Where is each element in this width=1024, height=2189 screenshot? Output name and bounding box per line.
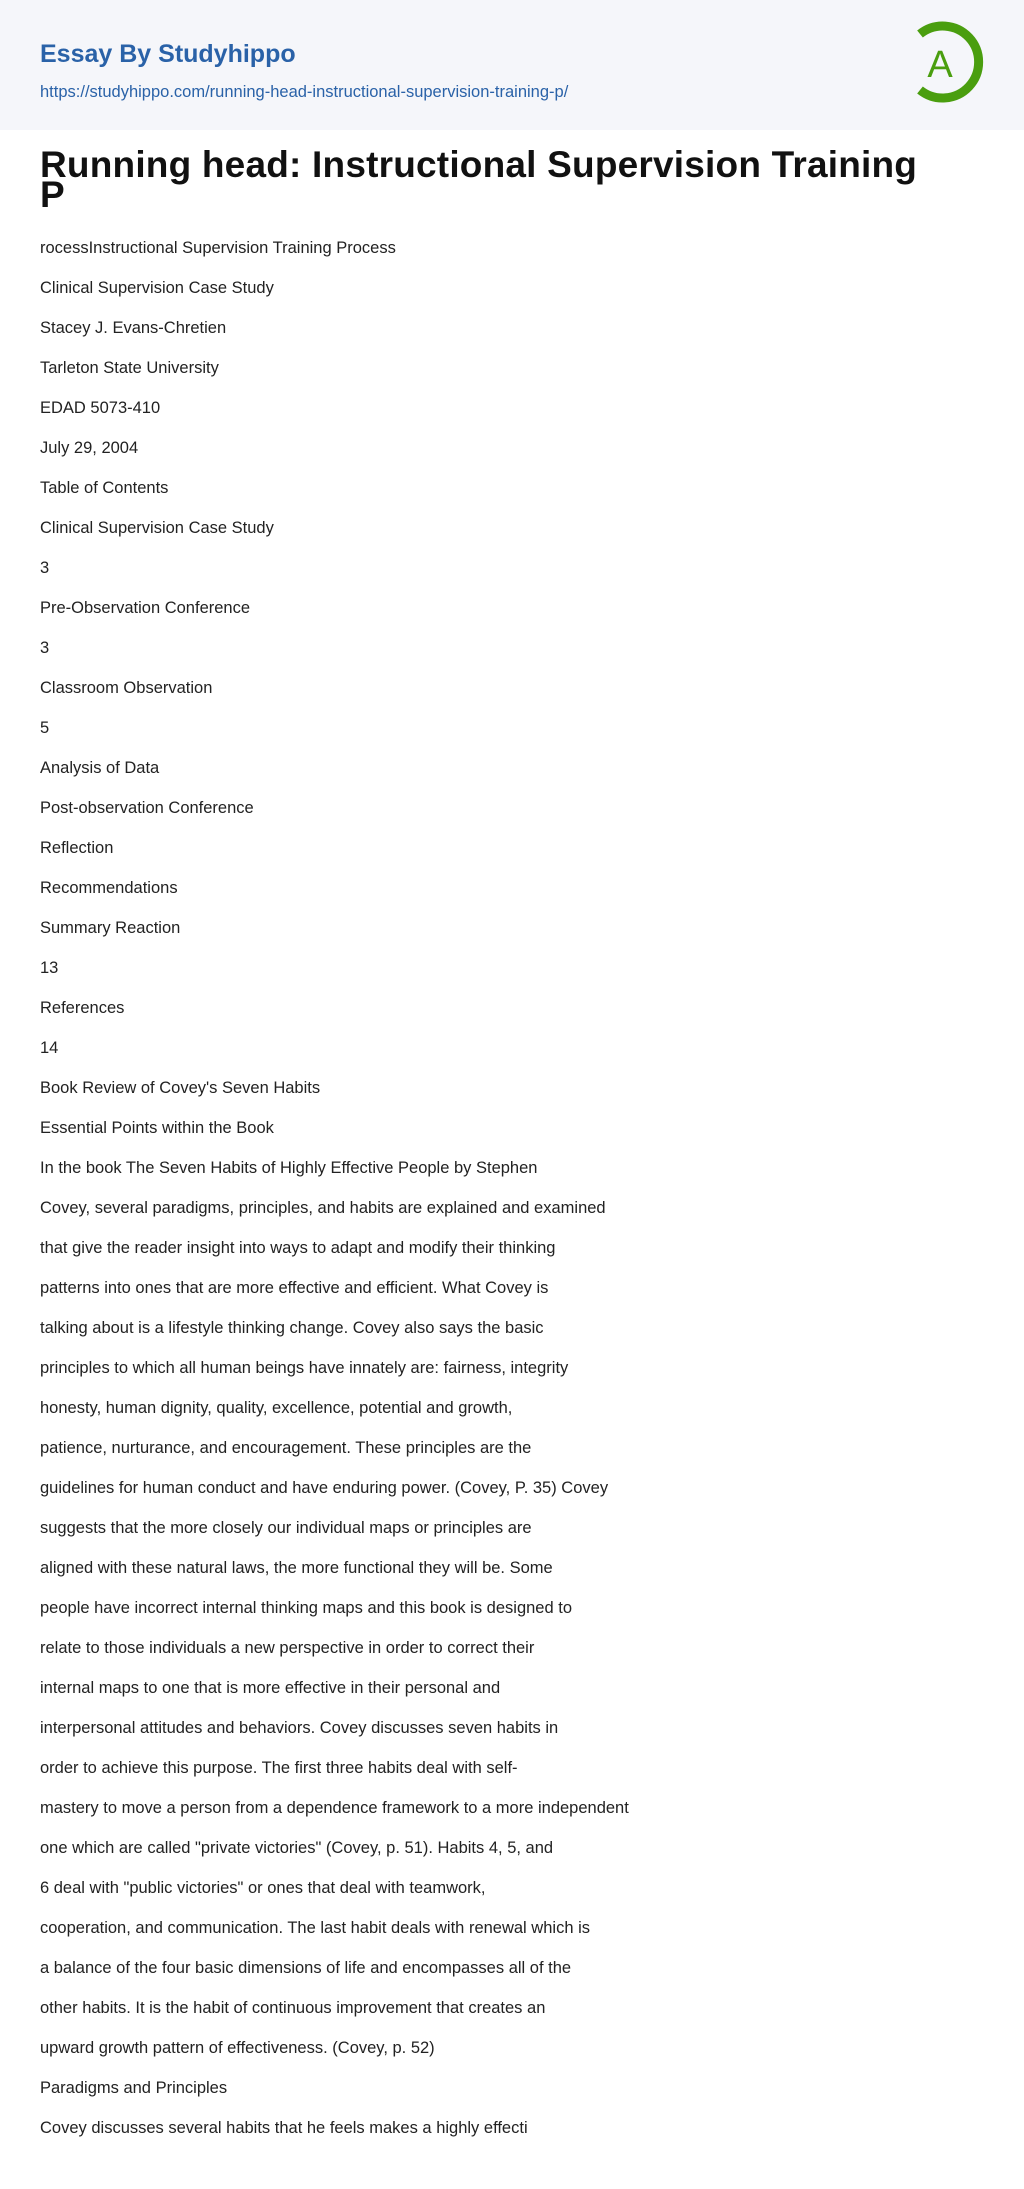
- essay-line: 6 deal with "public victories" or ones that deal with teamwork,: [40, 1879, 486, 1897]
- essay-line: guidelines for human conduct and have enduring power. (Covey, P. 35) Covey: [40, 1479, 609, 1497]
- studyhippo-logo-icon[interactable]: [912, 20, 984, 104]
- essay-line: upward growth pattern of effectiveness. (Covey, p. 52): [40, 2039, 435, 2057]
- essay-line: patience, nurturance, and encouragement. These principles are the: [40, 1439, 532, 1457]
- essay-line: July 29, 2004: [40, 439, 139, 457]
- essay-line: Analysis of Data: [40, 759, 160, 777]
- essay-line: cooperation, and communication. The last habit deals with renewal which is: [40, 1919, 590, 1937]
- essay-line: 5: [40, 719, 50, 737]
- essay-line: internal maps to one that is more effective in their personal and: [40, 1679, 501, 1697]
- essay-line: mastery to move a person from a dependence framework to a more independent: [40, 1799, 629, 1817]
- essay-line: one which are called "private victories" (Covey, p. 51). Habits 4, 5, and: [40, 1839, 554, 1857]
- essay-line: References: [40, 999, 125, 1017]
- essay-line: Pre-Observation Conference: [40, 599, 251, 617]
- essay-line: a balance of the four basic dimensions of life and encompasses all of the: [40, 1959, 572, 1977]
- essay-url-link[interactable]: https://studyhippo.com/running-head-instructional-supervision-training-p/: [40, 83, 569, 101]
- site-header: [0, 0, 1024, 130]
- essay-line: Reflection: [40, 839, 114, 857]
- essay-line: 13: [40, 959, 59, 977]
- essay-line: talking about is a lifestyle thinking change. Covey also says the basic: [40, 1319, 544, 1337]
- essay-line: Covey discusses several habits that he feels makes a highly effecti: [40, 2119, 528, 2137]
- essay-line: 3: [40, 559, 50, 577]
- essay-line: Post-observation Conference: [40, 799, 254, 817]
- essay-line: people have incorrect internal thinking maps and this book is designed to: [40, 1599, 572, 1617]
- page-title: Running head: Instructional Supervision Training P: [40, 144, 918, 215]
- svg-text:A: A: [927, 44, 953, 86]
- essay-line: Paradigms and Principles: [40, 2079, 228, 2097]
- essay-line: 3: [40, 639, 50, 657]
- essay-line: Essential Points within the Book: [40, 1119, 274, 1137]
- essay-line: EDAD 5073-410: [40, 399, 161, 417]
- essay-line: Clinical Supervision Case Study: [40, 519, 274, 537]
- essay-line: In the book The Seven Habits of Highly Effective People by Stephen: [40, 1159, 538, 1177]
- essay-line: Book Review of Covey's Seven Habits: [40, 1079, 321, 1097]
- essay-line: patterns into ones that are more effective and efficient. What Covey is: [40, 1279, 549, 1297]
- essay-line: Recommendations: [40, 879, 178, 897]
- essay-line: relate to those individuals a new perspective in order to correct their: [40, 1639, 535, 1657]
- essay-line: principles to which all human beings have innately are: fairness, integrity: [40, 1359, 569, 1377]
- essay-line: suggests that the more closely our individual maps or principles are: [40, 1519, 532, 1537]
- essay-line: order to achieve this purpose. The first three habits deal with self-: [40, 1759, 518, 1777]
- essay-line: Clinical Supervision Case Study: [40, 279, 274, 297]
- essay-line: other habits. It is the habit of continuous improvement that creates an: [40, 1999, 546, 2017]
- essay-line: Classroom Observation: [40, 679, 213, 697]
- essay-line: Summary Reaction: [40, 919, 181, 937]
- brand-title: Essay By Studyhippo: [40, 40, 296, 68]
- essay-line: Tarleton State University: [40, 359, 219, 377]
- essay-line: honesty, human dignity, quality, excellence, potential and growth,: [40, 1399, 513, 1417]
- essay-line: Table of Contents: [40, 479, 169, 497]
- essay-line: Covey, several paradigms, principles, and habits are explained and examined: [40, 1199, 606, 1217]
- essay-line: 14: [40, 1039, 59, 1057]
- essay-line: rocessInstructional Supervision Training Process: [40, 239, 396, 257]
- essay-line: that give the reader insight into ways to adapt and modify their thinking: [40, 1239, 556, 1257]
- essay-line: Stacey J. Evans-Chretien: [40, 319, 227, 337]
- essay-body: [40, 228, 629, 2148]
- essay-line: aligned with these natural laws, the more functional they will be. Some: [40, 1559, 553, 1577]
- essay-line: interpersonal attitudes and behaviors. Covey discusses seven habits in: [40, 1719, 559, 1737]
